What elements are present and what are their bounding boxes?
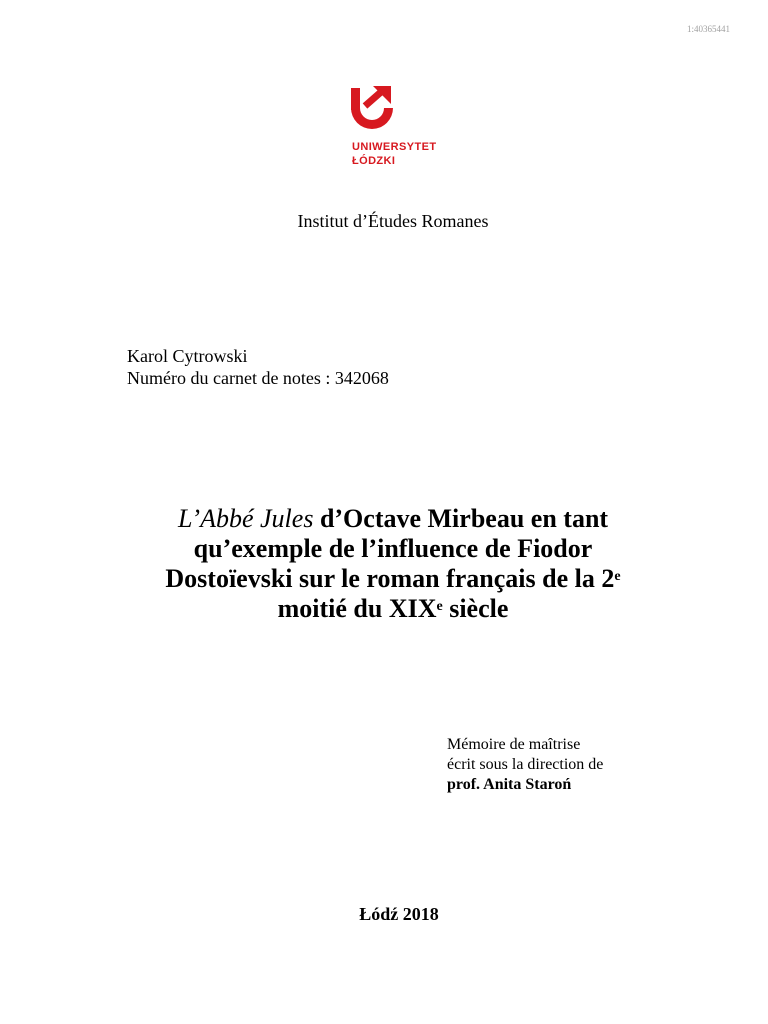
title-line-3-main: Dostoïevski sur le roman français de la 2 — [165, 564, 615, 593]
title-line-3 — [0, 564, 768, 594]
author-name: Karol Cytrowski — [127, 346, 248, 366]
thesis-direction: écrit sous la direction de — [447, 756, 604, 773]
institute-name: Institut d’Études Romanes — [297, 211, 489, 231]
logo-text-line1: UNIWERSYTET — [352, 141, 437, 153]
title-line-4-pre: moitié du XIX — [277, 594, 437, 623]
title-line-1 — [0, 504, 768, 534]
university-logo — [351, 84, 461, 174]
title-italic-work: L’Abbé Jules — [177, 504, 314, 533]
author-block — [127, 345, 389, 389]
place-and-date: Łódź 2018 — [359, 904, 439, 924]
logo-text-line2: ŁÓDZKI — [352, 155, 396, 167]
university-logo-mark-icon — [351, 84, 395, 130]
title-line-4-post: siècle — [442, 594, 509, 623]
university-logo-text — [352, 140, 436, 168]
title-line-3-superscript: e — [614, 569, 621, 584]
title-line-1-rest: d’Octave Mirbeau en tant — [313, 504, 609, 533]
thesis-info — [447, 735, 603, 795]
title-line-4 — [0, 594, 768, 624]
student-number: Numéro du carnet de notes : 342068 — [127, 368, 389, 388]
thesis-title — [0, 504, 768, 624]
document-id: 1:40365441 — [686, 24, 730, 34]
thesis-type: Mémoire de maîtrise — [447, 736, 581, 753]
thesis-supervisor: prof. Anita Staroń — [447, 776, 572, 793]
title-line-4-superscript: e — [436, 599, 443, 614]
title-line-2: qu’exemple de l’influence de Fiodor — [193, 534, 593, 563]
